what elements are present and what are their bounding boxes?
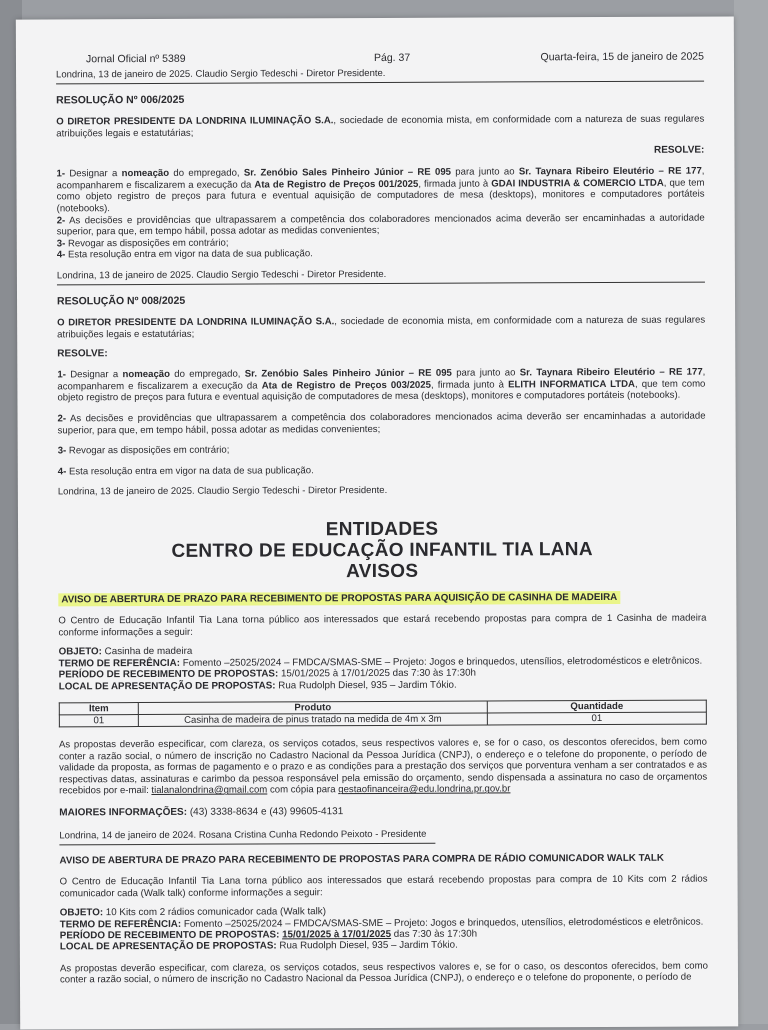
background-right — [734, 0, 768, 1024]
email-link[interactable]: tialanalondrina@gmail.com — [151, 784, 268, 797]
value: das 7:30 às 17:30h — [391, 928, 478, 941]
text: As propostas deverão especificar, com clareza, os serviços cotados, seus respectivos valores e, se for o caso, os descontos oferecidos, bem como conter a razão social, o número de inscrição no Cadastro Nacional da Pessoa Jurídica (CNPJ), o endereço e o telefone do proponente, o período de validade da proposta, as formas de pagamento e o prazo e as condições para a prestação dos serviços que porventura venham a ser contratados e as respectivas datas, assinaturas e carimbo da pessoa responsável pela emissão do orçamento, sendo dispensada a assinatura no caso de orçamentos recebidos por e-mail: — [58, 736, 708, 797]
text-bold: nomeação — [122, 369, 171, 381]
resolve-label: RESOLVE: — [653, 144, 705, 156]
item-1 — [56, 166, 704, 215]
text: , firmada junto à — [418, 178, 492, 190]
notice-title: AVISO DE ABERTURA DE PRAZO PARA RECEBIMENTO DE PROPOSTAS PARA AQUISIÇÃO DE CASINHA DE MADEIRA — [58, 591, 620, 606]
text-bold: Ata de Registro de Preços 003/2025 — [261, 379, 431, 392]
phones: (43) 3338-8634 e (43) 99605-4131 — [187, 806, 344, 818]
label: LOCAL DE APRESENTAÇÃO DE PROPOSTAS: — [58, 680, 276, 693]
text-bold: Sr. Taynara Ribeiro Eleutério – RE 177 — [518, 165, 702, 178]
text-bold: Ata de Registro de Preços 001/2025 — [254, 178, 419, 191]
intro-rest: , sociedade de economia mista, em conformidade com a natureza de suas regulares atribuições legais e estatutárias; — [56, 113, 705, 139]
resolution-title: RESOLUÇÃO Nº 008/2025 — [57, 294, 186, 308]
notice-intro: O Centro de Educação Infantil Tia Lana torna público aos interessados que estará recebendo propostas para compra de 1 Casinha de madeira conforme informações a seguir: — [58, 612, 707, 639]
text: Designar a — [64, 168, 122, 180]
value: Fomento –25025/2024 – FMDCA/SMAS-SME – Projeto: Jogos e brinquedos, utensílios, eletrodomésticos e eletrônicos. — [179, 655, 703, 669]
header-produto: Produto — [138, 701, 487, 715]
text: Esta resolução entra em vigor na data de sua publicação. — [65, 248, 313, 261]
item-number: 4- — [56, 249, 66, 261]
notice-body — [59, 737, 707, 798]
cell-item: 01 — [59, 715, 138, 727]
text: para junto ao — [450, 166, 519, 178]
section-title — [58, 518, 706, 584]
resolve-label: RESOLVE: — [57, 348, 108, 360]
text: do empregado, — [169, 368, 245, 381]
email-link[interactable]: gestaofinanceira@edu.londrina.pr.gov.br — [338, 783, 511, 796]
text-bold: nomeação — [121, 168, 170, 180]
text: As decisões e providências que ultrapassarem a competência dos colaboradores mencionados acima deverão ser encaminhadas a autoridade superior, para que, em tempo hábil, possa adotar as medidas convenientes; — [56, 212, 705, 238]
text: Designar a — [65, 369, 123, 381]
publication-date: Quarta-feira, 15 de janeiro de 2025 — [540, 50, 704, 64]
text: , acompanharem e fiscalizarem a execução da — [57, 366, 706, 393]
resolution-title: RESOLUÇÃO Nº 006/2025 — [56, 93, 185, 107]
label: TERMO DE REFERÊNCIA: — [58, 657, 181, 670]
section-line: AVISOS — [346, 561, 419, 583]
item-number: 1- — [56, 168, 66, 180]
intro-bold: O DIRETOR PRESIDENTE DA LONDRINA ILUMINAÇÃO S.A. — [56, 115, 334, 128]
page-number: Pág. 37 — [373, 51, 411, 65]
cell-produto: Casinha de madeira de pinus tratado na medida de 4m x 3m — [138, 713, 487, 727]
notice-body: As propostas deverão especificar, com clareza, os serviços cotados, seus respectivos valores e, se for o caso, os descontos oferecidos, bem como conter a razão social, o número de inscrição no Cadastro Nacional da Pessoa Jurídica (CNPJ), o endereço e o telefone do proponente, o período de — [59, 960, 708, 986]
resolution-intro — [56, 114, 704, 140]
value: Rua Rudolph Diesel, 935 – Jardim Tókio. — [276, 940, 458, 952]
text: As decisões e providências que ultrapassarem a competência dos colaboradores mencionados acima deverão ser encaminhadas a autoridade superior, para que, em tempo hábil, possa adotar as medidas convenientes; — [57, 410, 706, 436]
notice-casinha — [58, 587, 707, 846]
text-bold: Sr. Taynara Ribeiro Eleutério – RE 177 — [519, 366, 703, 379]
item-number: 2- — [56, 214, 66, 226]
text-bold: GDAI INDUSTRIA & COMERCIO LTDA — [491, 177, 664, 190]
signature-line: Londrina, 14 de janeiro de 2024. Rosana Cristina Cunha Redondo Peixoto - Presidente — [59, 828, 427, 842]
intro-rest: , sociedade de economia mista, em conformidade com a natureza de suas regulares atribuições legais e estatutárias; — [57, 314, 706, 340]
section-line: CENTRO DE EDUCAÇÃO INFANTIL TIA LANA — [171, 539, 593, 563]
signature-line: Londrina, 13 de janeiro de 2025. Claudio Sergio Tedeschi - Diretor Presidente. — [56, 67, 386, 81]
resolution-intro — [57, 315, 705, 341]
text: , que tem como objeto registro de preços para futura e eventual aquisição de computadores de mesa (desktops), monitores e computadores portáteis (notebooks). — [57, 378, 706, 404]
value: Rua Rudolph Diesel, 935 – Jardim Tókio. — [275, 679, 457, 692]
value: Fomento –25025/2024 – FMDCA/SMAS-SME – Projeto: Jogos e brinquedos, utensílios, eletrodomésticos e eletrônicos. — [181, 916, 704, 930]
label: MAIORES INFORMAÇÕES: — [59, 806, 188, 819]
page-header — [56, 17, 704, 70]
label: LOCAL DE APRESENTAÇÃO DE PROPOSTAS: — [59, 940, 277, 953]
text: para junto ao — [451, 367, 520, 379]
value: 10 Kits com 2 rádios comunicador cada (Walk talk) — [103, 906, 326, 919]
item-number: 3- — [57, 445, 67, 457]
text: , acompanharem e fiscalizarem a execução da — [56, 165, 705, 192]
text: Esta resolução entra em vigor na data de sua publicação. — [66, 464, 314, 478]
label: OBJETO: — [59, 907, 104, 919]
section-line: ENTIDADES — [325, 519, 439, 541]
label: OBJETO: — [58, 646, 102, 658]
item-1 — [57, 367, 705, 405]
page-content — [56, 17, 708, 987]
text-bold: ELITH INFORMATICA LTDA — [508, 378, 635, 391]
divider — [59, 843, 435, 846]
text-bold: Sr. Zenóbio Sales Pinheiro Júnior – RE 095 — [243, 166, 452, 179]
text: , firmada junto à — [430, 379, 509, 391]
item-number: 1- — [57, 369, 66, 381]
notice-title: AVISO DE ABERTURA DE PRAZO PARA RECEBIMENTO DE PROPOSTAS PARA COMPRA DE RÁDIO COMUNICADOR WALK TALK — [59, 852, 665, 867]
journal-number: Jornal Oficial nº 5389 — [85, 52, 186, 66]
item-number: 3- — [56, 238, 66, 250]
item-2 — [58, 410, 706, 436]
item-number: 4- — [57, 466, 67, 478]
resolution-008 — [57, 293, 706, 499]
intro-bold: O DIRETOR PRESIDENTE DA LONDRINA ILUMINAÇÃO S.A. — [57, 316, 335, 329]
text: , que tem como objeto registro de preços para futura e eventual aquisição de computadores de mesa (desktops), monitores e computadores portáteis (notebooks). — [56, 177, 705, 215]
notice-radio — [59, 853, 708, 987]
label: TERMO DE REFERÊNCIA: — [59, 918, 182, 931]
text: Revogar as disposições em contrário; — [65, 237, 229, 250]
value: Casinha de madeira — [101, 646, 193, 658]
notice-intro: O Centro de Educação Infantil Tia Lana torna público aos interessados que estará recebendo propostas para compra de 10 Kits com 2 rádios comunicador cada (Walk talk) conforme informações a seguir: — [59, 873, 708, 900]
label: PERÍODO DE RECEBIMENTO DE PROPOSTAS: — [58, 668, 279, 681]
item-2 — [57, 212, 705, 238]
cell-quantidade: 01 — [487, 712, 706, 725]
newspaper-page — [16, 16, 738, 1029]
item-number: 2- — [57, 413, 67, 425]
text-bold: Sr. Zenóbio Sales Pinheiro Júnior – RE 095 — [244, 367, 452, 380]
signature-line: Londrina, 13 de janeiro de 2025. Claudio Sergio Tedeschi - Diretor Presidente. — [56, 268, 387, 282]
value-dates: 15/01/2025 à 17/01/2025 — [282, 929, 392, 941]
items-table — [59, 700, 707, 728]
text: Revogar as disposições em contrário; — [66, 444, 230, 457]
signature-line: Londrina, 13 de janeiro de 2025. Claudio Sergio Tedeschi - Diretor Presidente. — [57, 485, 388, 498]
header-quantidade: Quantidade — [487, 700, 706, 713]
divider — [57, 282, 705, 286]
divider — [56, 81, 704, 85]
resolution-006 — [56, 92, 705, 286]
value: 15/01/2025 à 17/01/2025 das 7:30 às 17:30h — [278, 667, 476, 680]
text: com cópia para — [267, 784, 339, 796]
text: do empregado, — [169, 167, 244, 180]
label: PERÍODO DE RECEBIMENTO DE PROPOSTAS: — [59, 929, 280, 942]
header-item: Item — [59, 703, 138, 715]
